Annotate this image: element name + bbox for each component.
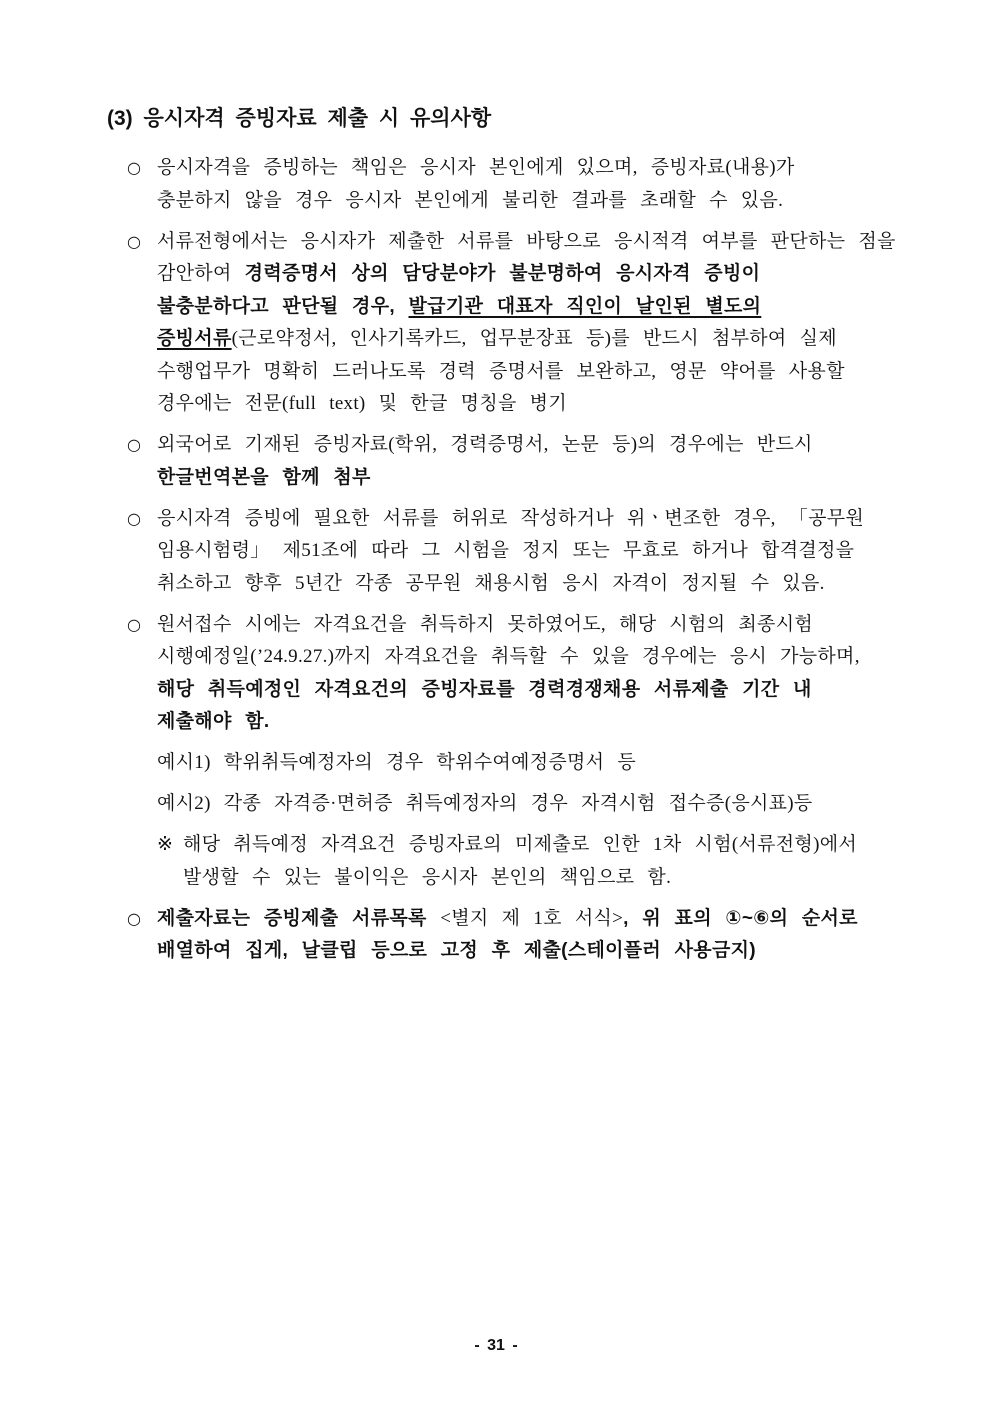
emphasis-line: 해당 취득예정인 자격요건의 증빙자료를 경력경쟁채용 서류제출 기간 내	[157, 678, 812, 700]
text-line: 응시자격 증빙에 필요한 서류를 허위로 작성하거나 위ㆍ변조한 경우, 「공무원	[157, 507, 865, 529]
text-line	[157, 323, 952, 356]
text-line	[157, 291, 952, 324]
notice-item	[107, 152, 952, 217]
form-reference: <별지 제 1호 서식>	[440, 907, 624, 929]
emphasis-line: 한글번역본을 함께 첨부	[157, 466, 371, 488]
bullet-marker: ○	[127, 231, 141, 251]
text-line: 임용시험령」 제51조에 따라 그 시험을 정지 또는 무효로 하거나 합격결정을	[157, 540, 855, 561]
emphasis-line: 제출해야 함.	[157, 711, 270, 732]
text-line: 응시자격을 증빙하는 책임은 응시자 본인에게 있으며, 증빙자료(내용)가	[157, 157, 795, 178]
notice-item	[107, 226, 952, 421]
example-line: 예시2) 각종 자격증·면허증 취득예정자의 경우 자격시험 접수증(응시표)등	[157, 793, 813, 814]
underlined-emphasis-text: 증빙서류	[157, 328, 232, 349]
bullet-marker: ○	[127, 908, 141, 928]
emphasis-text: 경력증명서 상의 담당분야가 불분명하여 응시자격 증빙이	[244, 263, 761, 284]
text-segment: 감안하여	[157, 263, 245, 284]
notice-item	[107, 503, 952, 601]
bullet-marker: ○	[127, 614, 141, 634]
bullet-marker: ○	[127, 435, 141, 454]
text-line: 경우에는 전문(full text) 및 한글 명칭을 병기	[157, 393, 567, 414]
section-title: 응시자격 증빙자료 제출 시 유의사항	[143, 107, 492, 130]
text-line: 취소하고 향후 5년간 각종 공무원 채용시험 응시 자격이 정지될 수 있음.	[157, 572, 825, 594]
bullet-marker: ○	[127, 158, 141, 177]
text-line	[157, 258, 952, 291]
text-segment: (근로약정서, 인사기록카드, 업무분장표 등)를 반드시 첨부하여 실제	[231, 328, 837, 349]
underlined-emphasis-text: 발급기관 대표자 직인이 날인된 별도의	[408, 295, 762, 317]
note-marker: ※	[157, 834, 173, 855]
text-line: 원서접수 시에는 자격요건을 취득하지 못하였어도, 해당 시험의 최종시험	[157, 613, 814, 635]
page-number: - 31 -	[474, 1337, 518, 1354]
note-line: 발생할 수 있는 불이익은 응시자 본인의 책임으로 함.	[183, 866, 672, 888]
text-line: 서류전형에서는 응시자가 제출한 서류를 바탕으로 응시적격 여부를 판단하는 점을	[157, 230, 896, 252]
example-line: 예시1) 학위취득예정자의 경우 학위수여예정증명서 등	[157, 752, 637, 773]
notice-list	[107, 152, 952, 976]
notice-item	[107, 903, 952, 968]
text-line: 충분하지 않을 경우 응시자 본인에게 불리한 결과를 초래할 수 있음.	[157, 189, 784, 211]
notice-item	[107, 609, 952, 895]
text-line: 수행업무가 명확히 드러나도록 경력 증명서를 보완하고, 영문 약어를 사용할	[157, 360, 845, 382]
emphasis-text: 제출자료는 증빙제출 서류목록	[157, 907, 441, 929]
text-line	[157, 903, 952, 936]
note-line: 해당 취득예정 자격요건 증빙자료의 미제출로 인한 1차 시험(서류전형)에서	[183, 834, 858, 855]
bullet-marker: ○	[127, 508, 141, 528]
text-line: 외국어로 기재된 증빙자료(학위, 경력증명서, 논문 등)의 경우에는 반드시	[157, 434, 813, 455]
section-heading	[107, 102, 927, 135]
emphasis-text: , 위 표의 ①~⑥의 순서로	[623, 907, 858, 929]
text-line: 시행예정일(’24.9.27.)까지 자격요건을 취득할 수 있을 경우에는 응시 가능하며,	[157, 646, 860, 667]
emphasis-line: 배열하여 집게, 날클립 등으로 고정 후 제출(스테이플러 사용금지)	[157, 940, 756, 961]
notice-item	[107, 429, 952, 494]
note	[157, 829, 952, 894]
section-number: (3)	[107, 107, 133, 130]
emphasis-text: 불충분하다고 판단될 경우,	[157, 295, 409, 317]
